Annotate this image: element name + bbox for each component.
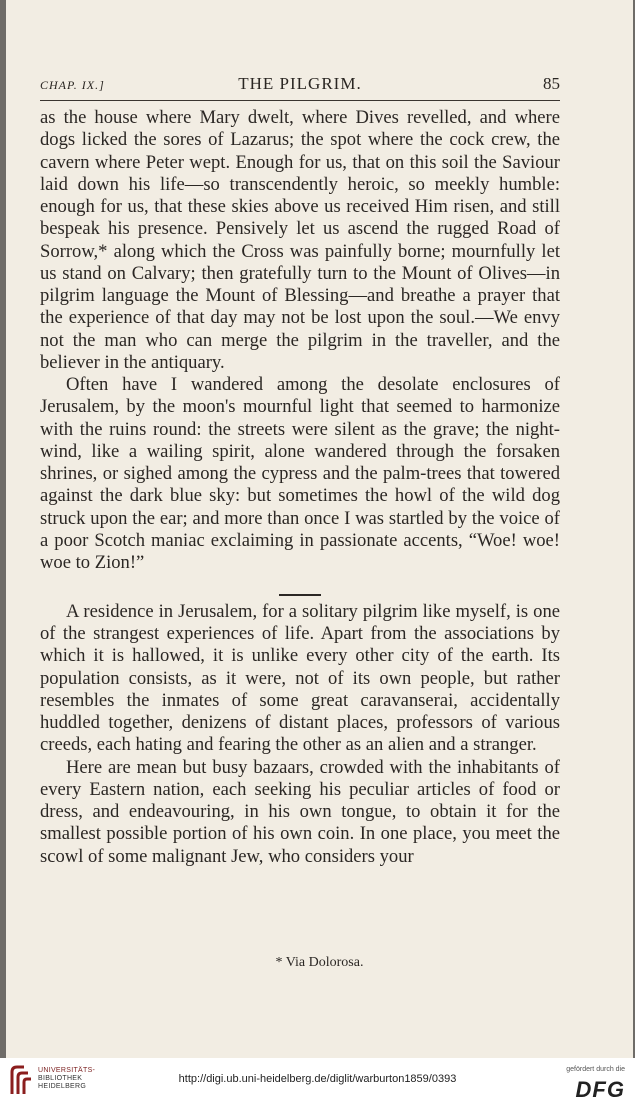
source-url-link[interactable]: http://digi.ub.uni-heidelberg.de/diglit/warburton1859/0393 <box>178 1073 457 1085</box>
funded-by-label: gefördert durch die <box>566 1066 625 1073</box>
body-text <box>40 107 560 868</box>
digitization-footer <box>0 1058 635 1104</box>
footnote: * Via Dolorosa. <box>275 955 364 970</box>
book-page <box>6 0 633 1058</box>
running-title: THE PILGRIM. <box>238 74 362 93</box>
page-number: 85 <box>543 74 560 93</box>
paragraph: Here are mean but busy bazaars, crowded with the inhabitants of every Eastern nation, each seeking his peculiar articles of food or dress, and endeavouring, in his own tongue, to obtain it for the smallest possible portion of his own coin. In one place, you meet the scowl of some malignant Jew, who considers your <box>40 756 560 867</box>
paragraph: as the house where Mary dwelt, where Dives revelled, and where dogs licked the sores of Lazarus; the spot where the cock crew, the cavern where Peter wept. Enough for us, that on this soil the Saviour laid down his life—so transcendently heroic, so meekly humble: enough for us, that these skies above us received Him risen, and still bespeak his presence. Pensively let us ascend the rugged Road of Sorrow,* along which the Cross was painfully borne; mournfully let us stand on Calvary; then gratefully turn to the Mount of Olives—in pilgrim language the Mount of Blessing—and breathe a prayer that the experience of that day may not be lost upon the soul.—We envy not the man who can merge the pilgrim in the traveller, and the believer in the antiquary. <box>40 107 560 373</box>
dfg-logo: DFG <box>575 1077 625 1102</box>
header-rule <box>40 100 560 101</box>
page-header <box>40 74 560 96</box>
section-divider <box>279 594 321 596</box>
university-name: UNIVERSITÄTS- BIBLIOTHEK HEIDELBERG <box>38 1067 96 1090</box>
paragraph: A residence in Jerusalem, for a solitary pilgrim like myself, is one of the strangest experiences of life. Apart from the associations by which it is hallowed, it is unlike every other city of the earth. Its population consists, as it were, not of its own people, but rather resembles the inmates of some great caravanserai, accidentally huddled together, denizens of distant places, professors of various creeds, each hating and fearing the other as an alien and a stranger. <box>40 600 560 756</box>
chapter-label: CHAP. IX.] <box>40 78 105 92</box>
paragraph: Often have I wandered among the desolate enclosures of Jerusalem, by the moon's mournful light that seemed to harmonize with the ruins round: the streets were silent as the grave; the night-wind, like a wailing spirit, alone wandered through the forsaken shrines, or sighed among the cypress and the palm-trees that towered against the dark blue sky: but sometimes the howl of the wild dog struck upon the ear; and more than once I was startled by the voice of a poor Scotch maniac exclaiming in passionate accents, “Woe! woe! woe to Zion!” <box>40 374 560 573</box>
